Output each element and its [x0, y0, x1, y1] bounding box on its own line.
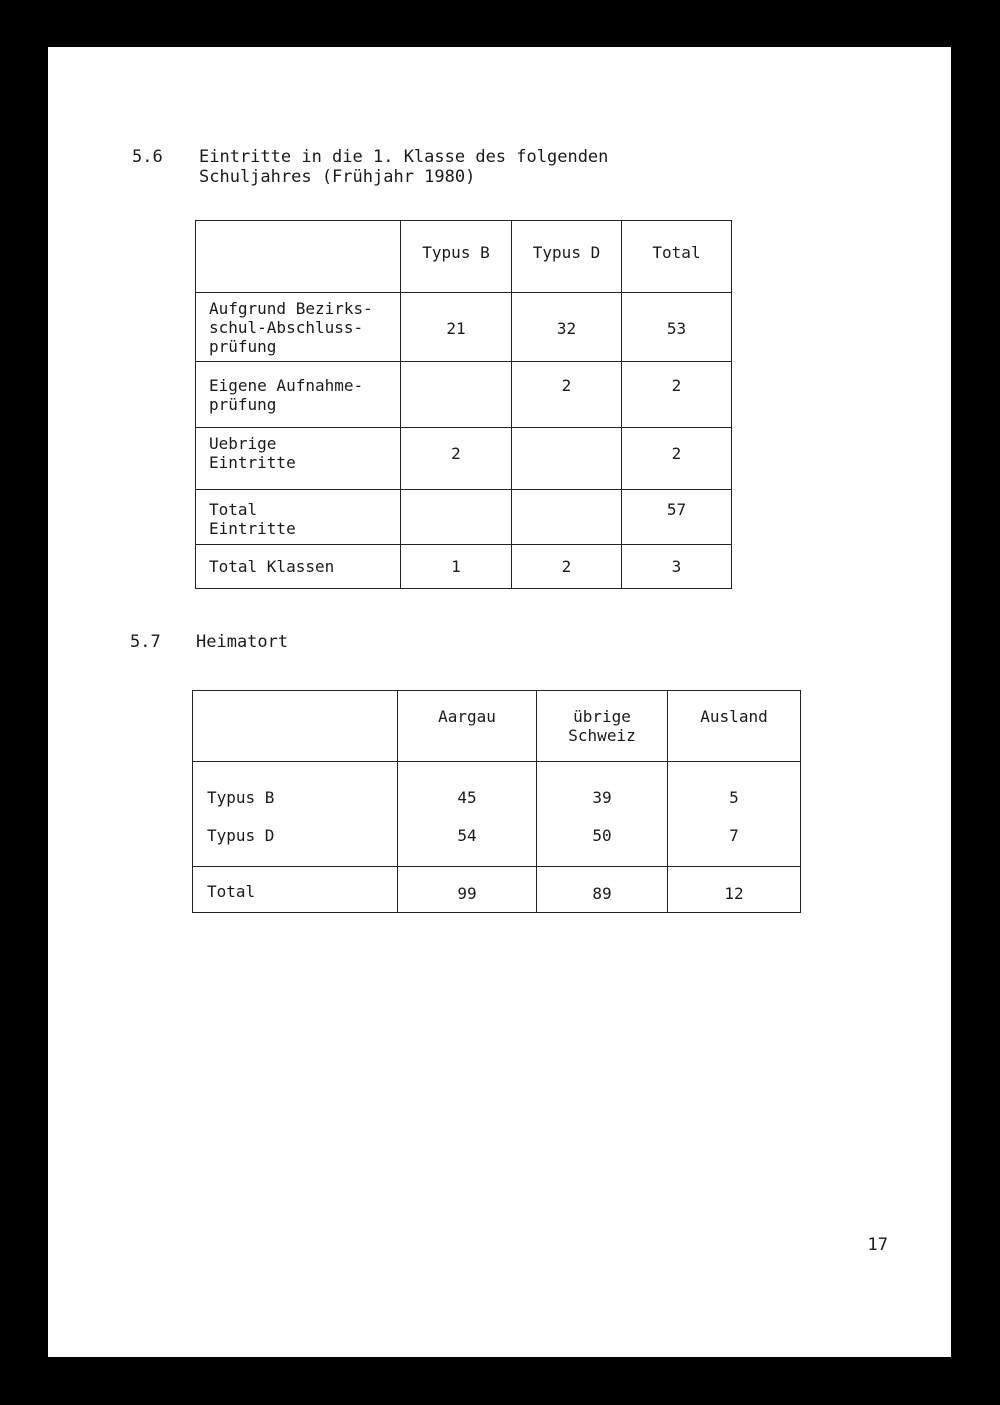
table-row	[196, 428, 732, 490]
table-header-row	[196, 221, 732, 293]
header-cell-empty	[193, 691, 398, 762]
table-cell: 2	[401, 428, 512, 490]
row-label: Aufgrund Bezirks- schul-Abschluss- prüfung	[196, 293, 401, 362]
table-cell	[512, 428, 622, 490]
table-cell: 3	[622, 545, 732, 589]
document-page	[48, 47, 951, 1357]
row-label: Typus B	[207, 788, 275, 807]
table-header-row	[193, 691, 801, 762]
section-title: Heimatort	[196, 632, 289, 652]
table-cell: 99	[398, 867, 537, 913]
table-cell: 2	[622, 428, 732, 490]
header-cell-empty	[196, 221, 401, 293]
row-label: Uebrige Eintritte	[196, 428, 401, 490]
table-cell: 2	[512, 545, 622, 589]
table-row	[196, 362, 732, 428]
table-cell: 1	[401, 545, 512, 589]
table-cell	[401, 490, 512, 545]
row-label: Total Klassen	[196, 545, 401, 589]
section-title-line-1: Eintritte in die 1. Klasse des folgenden	[199, 147, 609, 167]
table-cell: 53	[622, 293, 732, 362]
header-cell: Aargau	[398, 691, 537, 762]
table-row	[196, 490, 732, 545]
table-cell	[401, 362, 512, 428]
row-label: Total	[193, 867, 398, 913]
header-cell: Total	[622, 221, 732, 293]
table-cell: 21	[401, 293, 512, 362]
section-number: 5.6	[132, 147, 163, 167]
table-row-group	[193, 762, 801, 867]
table-cell	[512, 490, 622, 545]
eintritte-table	[195, 220, 732, 589]
header-cell: übrige Schweiz	[537, 691, 668, 762]
table-cell: 32	[512, 293, 622, 362]
row-label: Eigene Aufnahme- prüfung	[196, 362, 401, 428]
table-cell: 39 50	[537, 762, 668, 867]
table-cell: 89	[537, 867, 668, 913]
header-cell: Typus B	[401, 221, 512, 293]
table-row	[196, 545, 732, 589]
section-number: 5.7	[130, 632, 161, 652]
row-label: Total Eintritte	[196, 490, 401, 545]
page-number: 17	[867, 1235, 888, 1255]
table-cell: 12	[668, 867, 801, 913]
section-title-line-2: Schuljahres (Frühjahr 1980)	[199, 167, 476, 187]
table-cell: 5 7	[668, 762, 801, 867]
row-labels	[193, 762, 398, 867]
table-row	[193, 867, 801, 913]
table-cell: 2	[512, 362, 622, 428]
heimatort-table	[192, 690, 801, 913]
header-cell: Typus D	[512, 221, 622, 293]
table-row	[196, 293, 732, 362]
row-label: Typus D	[207, 826, 275, 845]
table-cell: 45 54	[398, 762, 537, 867]
header-cell: Ausland	[668, 691, 801, 762]
table-cell: 2	[622, 362, 732, 428]
table-cell: 57	[622, 490, 732, 545]
